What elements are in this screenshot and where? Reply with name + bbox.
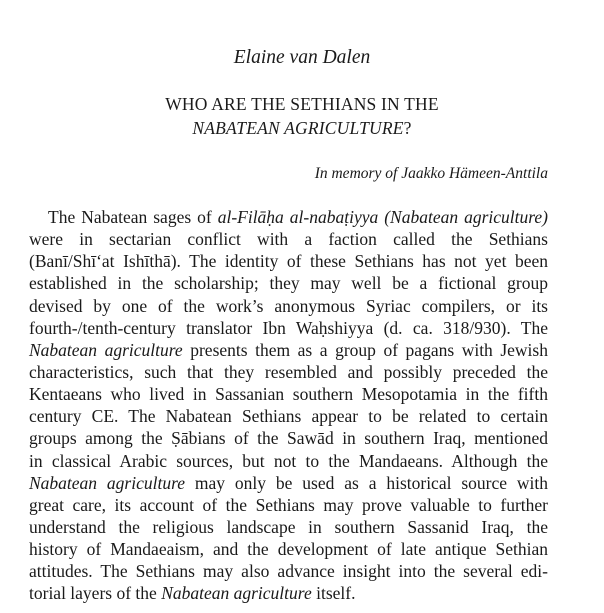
- title-question-mark: ?: [403, 118, 412, 138]
- abstract-line: [29, 339, 548, 361]
- abstract-line: [29, 317, 548, 339]
- abstract-line: [29, 494, 548, 516]
- abstract-paragraph: [29, 206, 548, 605]
- abstract-text: fourth-/tenth-century translator Ibn Waḥshiyya (d. ca. 318/930). The: [29, 317, 548, 338]
- abstract-line: [29, 427, 548, 449]
- author-name: Elaine van Dalen: [233, 47, 371, 68]
- abstract-text: may only be used as a historical source with: [185, 472, 548, 493]
- title-line-1: WHO ARE THE SETHIANS IN THE: [165, 94, 439, 114]
- abstract-line: [29, 383, 548, 405]
- abstract-line: [29, 450, 548, 472]
- italic-title-reference: al-Filāḥa al-nabaṭiyya (Nabatean agriculture): [217, 207, 549, 227]
- abstract-text: great care, its account of the Sethians may prove valuable to further: [29, 494, 548, 515]
- abstract-text: Kentaeans who lived in Sassanian southern Mesopotamia in the fifth: [29, 384, 548, 405]
- abstract-text: established in the scholarship; they may well be a fictional group: [29, 273, 548, 294]
- title-italic-part: NABATEAN AGRICULTURE: [192, 118, 404, 138]
- abstract-line: [29, 516, 548, 538]
- abstract-line: [29, 560, 548, 582]
- abstract-text: groups among the Ṣābians of the Sawād in southern Iraq, mentioned: [29, 428, 548, 449]
- italic-title-reference: Nabatean agriculture: [29, 472, 186, 493]
- abstract-text: The Nabatean sages of: [48, 207, 218, 227]
- abstract-line: [29, 206, 548, 228]
- title-line-2: [0, 116, 604, 140]
- abstract-text: history of Mandaeaism, and the development of late antique Sethian: [29, 539, 548, 560]
- abstract-line: [29, 361, 548, 383]
- abstract-text: characteristics, such that they resembled and possibly preceded the: [29, 361, 548, 382]
- abstract-line: [29, 538, 548, 560]
- abstract-line: [29, 582, 548, 604]
- abstract-line: [29, 472, 548, 494]
- abstract-text: century CE. The Nabatean Sethians appear to be related to certain: [29, 406, 548, 427]
- abstract-line: [29, 405, 548, 427]
- abstract-text: itself.: [311, 583, 356, 604]
- abstract-text: presents them as a group of pagans with Jewish: [182, 339, 548, 360]
- abstract-text: (Banī/Shī‘at Ishīthā). The identity of these Sethians has not yet been: [29, 251, 548, 272]
- abstract-text: attitudes. The Sethians may also advance insight into the several edi-: [29, 561, 548, 582]
- abstract-text: devised by one of the work’s anonymous Syriac compilers, or its: [29, 295, 548, 316]
- abstract-text: understand the religious landscape in southern Sassanid Iraq, the: [29, 516, 548, 537]
- abstract-line: [29, 250, 548, 272]
- abstract-text: in classical Arabic sources, but not to the Mandaeans. Although the: [29, 450, 548, 471]
- abstract-line: [29, 228, 548, 250]
- abstract-text: were in sectarian conflict with a faction called the Sethians: [29, 229, 548, 250]
- dedication: In memory of Jaakko Hämeen-Anttila: [314, 165, 548, 182]
- article-title: [0, 92, 604, 140]
- abstract-line: [29, 272, 548, 294]
- italic-title-reference: Nabatean agriculture: [161, 583, 312, 604]
- abstract-line: [29, 295, 548, 317]
- italic-title-reference: Nabatean agriculture: [29, 339, 183, 360]
- abstract-text: torial layers of the: [29, 583, 162, 604]
